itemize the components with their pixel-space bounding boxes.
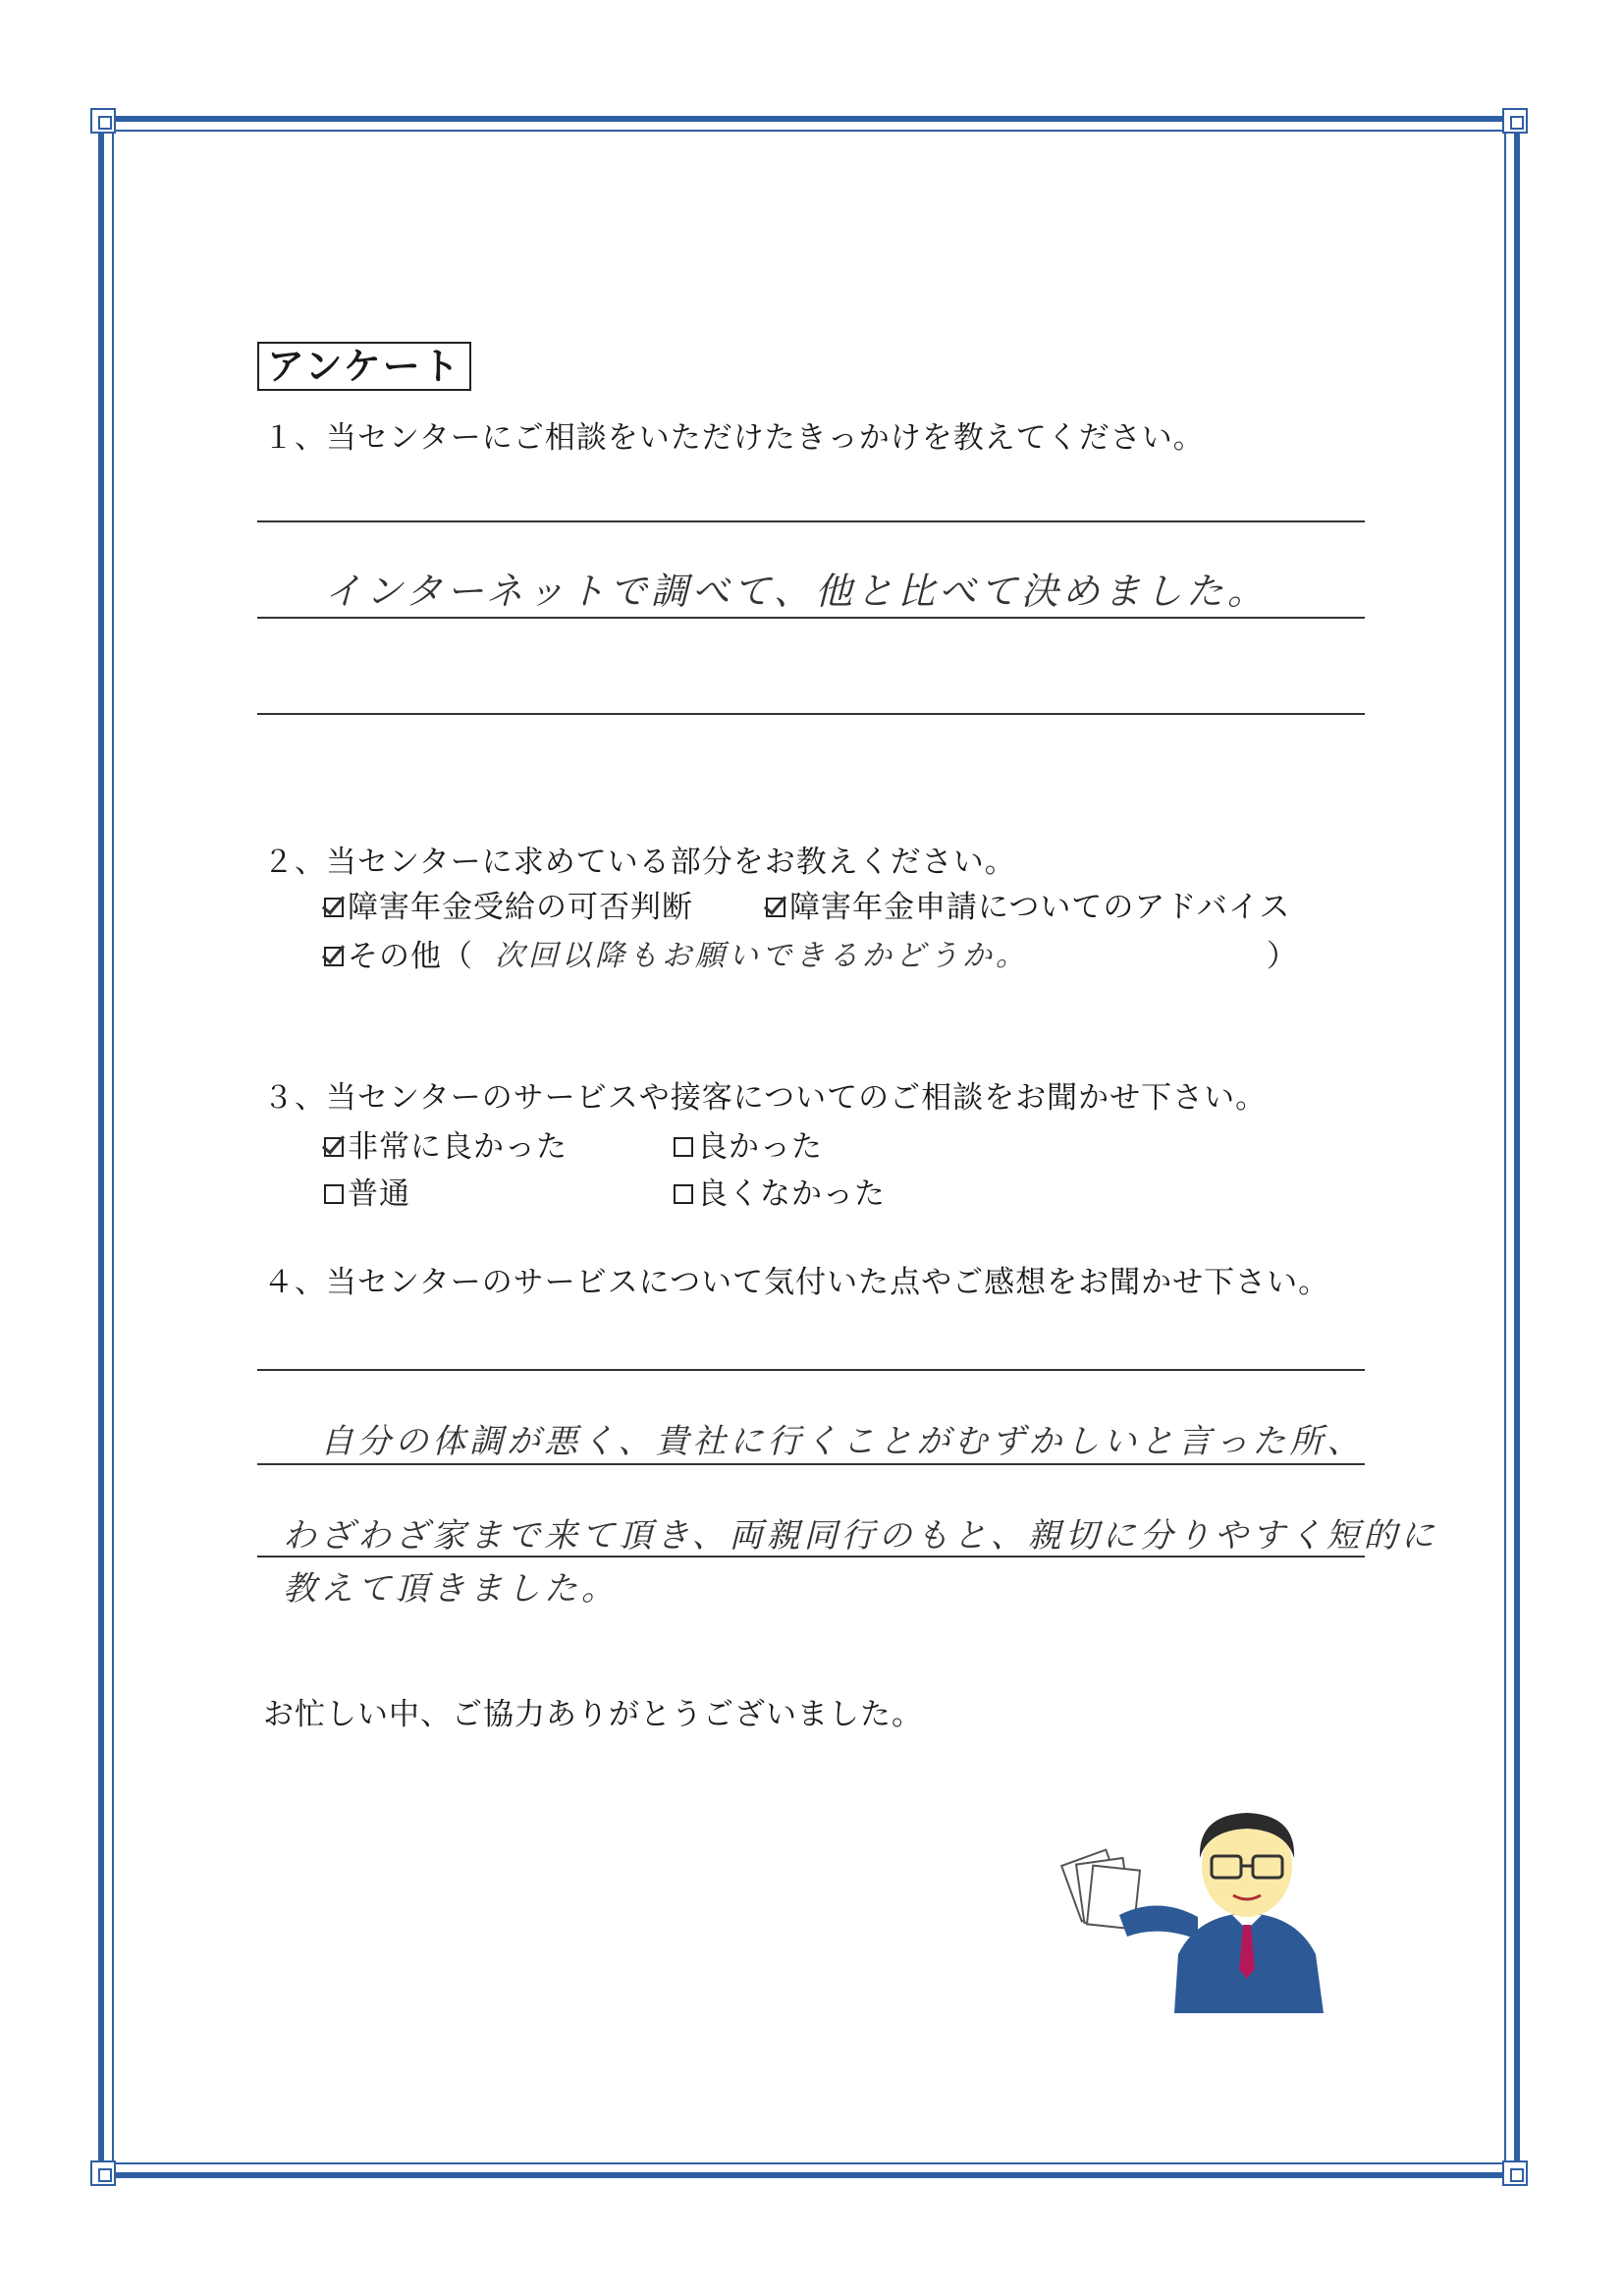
option-label: 普通: [348, 1176, 410, 1212]
option-label: 障害年金受給の可否判断: [348, 890, 693, 925]
answer-line: [257, 1556, 1365, 1558]
answer-line: [257, 520, 1365, 522]
frame-corner-ornament: [90, 108, 116, 134]
q4-handwritten-line-1: 自分の体調が悪く、貴社に行くことがむずかしいと言った所、: [320, 1422, 1365, 1461]
checkbox-unchecked[interactable]: [674, 1137, 693, 1157]
q2-option-other[interactable]: [324, 937, 473, 976]
q3-option-very-good[interactable]: [324, 1127, 568, 1167]
option-label: その他（: [348, 939, 473, 974]
answer-line: [257, 1369, 1365, 1371]
frame-corner-ornament: [90, 2160, 116, 2186]
question-4: ４、当センターのサービスについて気付いた点やご感想をお聞かせ下さい。: [263, 1265, 1330, 1300]
option-label: 良かった: [697, 1129, 823, 1165]
option-label: 障害年金申請についてのアドバイス: [789, 890, 1291, 925]
checkbox-unchecked[interactable]: [324, 1184, 344, 1204]
question-3: ３、当センターのサービスや接客についてのご相談をお聞かせ下さい。: [263, 1080, 1268, 1116]
q4-handwritten-line-3: 教えて頂きました。: [283, 1569, 619, 1609]
option-label: 非常に良かった: [348, 1129, 568, 1165]
checkbox-checked[interactable]: [324, 947, 344, 966]
q2-other-close-paren: ）: [1267, 939, 1298, 974]
answer-line: [257, 617, 1365, 619]
checkbox-checked[interactable]: [324, 1137, 344, 1157]
consultant-mascot-illustration: [1051, 1807, 1365, 2023]
mascot-arm: [1119, 1905, 1198, 1940]
q3-option-not-good[interactable]: [674, 1175, 886, 1214]
q4-handwritten-line-2: わざわざ家まで来て頂き、両親同行のもと、親切に分りやすく短的に: [283, 1516, 1438, 1556]
checkbox-unchecked[interactable]: [674, 1184, 693, 1204]
option-label: 良くなかった: [697, 1176, 886, 1212]
answer-line: [257, 1463, 1365, 1465]
q3-option-normal[interactable]: [324, 1175, 410, 1214]
checkbox-checked[interactable]: [766, 898, 785, 917]
answer-line: [257, 713, 1365, 715]
frame-corner-ornament: [1502, 2160, 1528, 2186]
question-1: １、当センターにご相談をいただけたきっかけを教えてください。: [263, 420, 1205, 456]
q1-handwritten-answer: インターネットで調べて、他と比べて決めました。: [324, 570, 1269, 613]
closing-message: お忙しい中、ご協力ありがとうございました。: [263, 1697, 923, 1732]
survey-title: アンケート: [257, 342, 471, 391]
question-2: ２、当センターに求めている部分をお教えください。: [263, 845, 1016, 880]
q2-other-handwritten: 次回以降もお願いできるかどうか。: [495, 939, 1029, 973]
q2-option-advice[interactable]: [766, 888, 1290, 927]
checkbox-checked[interactable]: [324, 898, 344, 917]
frame-corner-ornament: [1502, 108, 1528, 134]
q2-option-eligibility[interactable]: [324, 888, 693, 927]
q3-option-good[interactable]: [674, 1127, 823, 1167]
